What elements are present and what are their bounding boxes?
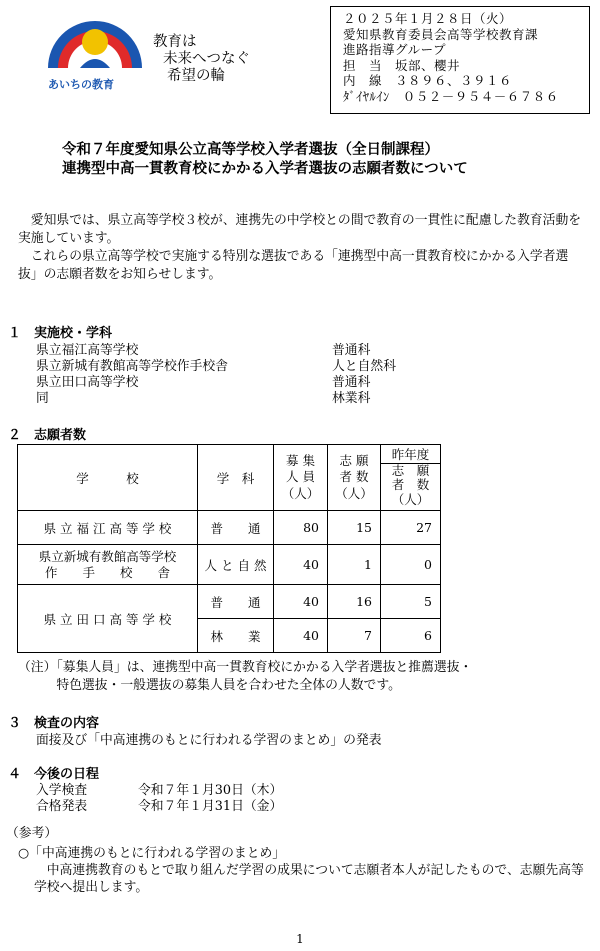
cell-applicants: 16 (328, 585, 381, 619)
table-note (18, 659, 472, 695)
schedule-event: 入学検査 (36, 783, 88, 798)
contact-box (330, 6, 590, 114)
table-row (18, 585, 441, 619)
reference-item: ○「中高連携のもとに行われる学習のまとめ」 (18, 846, 286, 861)
reference-body: 中高連携教育のもとで取り組んだ学習の成果について志願者本人が記したもので、志願先高等学校へ提出します。 (34, 863, 584, 895)
person-in-charge: 担 当 坂部、櫻井 (343, 57, 461, 73)
cell-applicants: 7 (328, 619, 381, 653)
school-name: 県立田口高等学校 (36, 375, 139, 390)
header-school: 学 校 (18, 445, 198, 511)
cell-prev: 0 (381, 545, 441, 585)
cell-quota: 40 (274, 619, 328, 653)
cell-dept: 普 通 (198, 511, 274, 545)
applicants-table (17, 444, 441, 653)
school-name: 県立新城有教館高等学校作手校舎 (36, 359, 228, 374)
school-row (36, 391, 436, 407)
school-row (36, 343, 436, 359)
cell-school: 県立新城有教館高等学校 作 手 校 舎 (18, 545, 198, 585)
header-unit: （人） (281, 485, 320, 501)
department: 愛知県教育委員会高等学校教育課 (343, 26, 539, 42)
dept-name: 人と自然科 (332, 359, 396, 374)
cell-prev: 27 (381, 511, 441, 545)
cell-school: 県 立 福 江 高 等 学 校 (18, 511, 198, 545)
header-prev (381, 445, 441, 511)
header-quota (274, 445, 328, 511)
header-applicants-label: 志 願 者 数 (339, 452, 369, 484)
cell-dept: 人 と 自 然 (198, 545, 274, 585)
logo-caption: あいちの教育 (48, 78, 114, 91)
cell-prev: 6 (381, 619, 441, 653)
page-number: 1 (296, 932, 304, 946)
header-dept: 学 科 (198, 445, 274, 511)
cell-quota: 40 (274, 545, 328, 585)
cell-prev: 5 (381, 585, 441, 619)
cell-dept: 林 業 (198, 619, 274, 653)
header-quota-label: 募 集 人 員 (286, 452, 315, 484)
cell-dept: 普 通 (198, 585, 274, 619)
schedule (36, 783, 336, 815)
intro-paragraph: 愛知県では、県立高等学校３校が、連携先の中学校との間で教育の一貫性に配慮した教育活動を実施しています。 (18, 213, 582, 246)
school-row (36, 375, 436, 391)
schedule-date: 令和７年１月31日（金） (138, 799, 283, 814)
dial-in: ﾀﾞｲﾔﾙｲﾝ ０５２－９５４－６７８６ (343, 88, 559, 104)
title-line: 連携型中高一貫教育校にかかる入学者選抜の志願者数について (62, 161, 468, 177)
intro-paragraph: これらの県立高等学校で実施する特別な選抜である「連携型中高一貫教育校にかかる入学者選抜」の志願者数をお知らせします。 (18, 249, 569, 282)
schedule-row (36, 783, 336, 799)
header-unit: （人） (391, 492, 430, 507)
school-row (36, 359, 436, 375)
header-prev-year: 昨年度 (381, 447, 440, 464)
section-3-heading: ３ 検査の内容 (8, 716, 100, 731)
header-unit: （人） (335, 485, 373, 501)
title-line: 令和７年度愛知県公立高等学校入学者選抜（全日制課程） (62, 142, 439, 158)
slogan-line: 教育は (153, 34, 197, 50)
section-4-heading: ４ 今後の日程 (8, 767, 100, 782)
schedule-row (36, 799, 336, 815)
cell-applicants: 1 (328, 545, 381, 585)
school-name: 県立福江高等学校 (36, 343, 139, 358)
extension: 内 線 ３８９６、３９１６ (343, 73, 513, 89)
table-row (18, 511, 441, 545)
cell-quota: 80 (274, 511, 328, 545)
header-prev-label: 志 願 者 数 (391, 463, 430, 492)
school-list (36, 343, 436, 407)
cell-applicants: 15 (328, 511, 381, 545)
group: 進路指導グループ (343, 42, 447, 58)
cell-quota: 40 (274, 585, 328, 619)
dept-name: 林業科 (332, 391, 371, 406)
slogan-line: 希望の輪 (167, 68, 225, 84)
aichi-education-logo (40, 12, 150, 94)
schedule-event: 合格発表 (36, 799, 88, 814)
reference-heading: （参考） (6, 826, 58, 841)
schedule-date: 令和７年１月30日（木） (138, 783, 283, 798)
note-line: （注）「募集人員」は、連携型中高一貫教育校にかかる入学者選抜と推薦選抜・ (18, 660, 473, 675)
dept-name: 普通科 (332, 343, 371, 358)
cell-school: 県 立 田 口 高 等 学 校 (18, 585, 198, 653)
header-applicants (328, 445, 381, 511)
intro (18, 212, 586, 284)
document-title (62, 141, 468, 179)
school-name: 同 (36, 391, 49, 406)
slogan-line: 未来へつなぐ (163, 51, 250, 67)
release-date: ２０２５年１月２８日（火） (343, 11, 513, 26)
slogan (153, 34, 250, 85)
dept-name: 普通科 (332, 375, 371, 390)
exam-content: 面接及び「中高連携のもとに行われる学習のまとめ」の発表 (36, 733, 382, 748)
note-line: 特色選抜・一般選抜の募集人員を合わせた全体の人数です。 (18, 678, 401, 693)
section-1-heading: １ 実施校・学科 (8, 326, 113, 341)
table-row (18, 545, 441, 585)
section-2-heading: ２ 志願者数 (8, 428, 87, 443)
